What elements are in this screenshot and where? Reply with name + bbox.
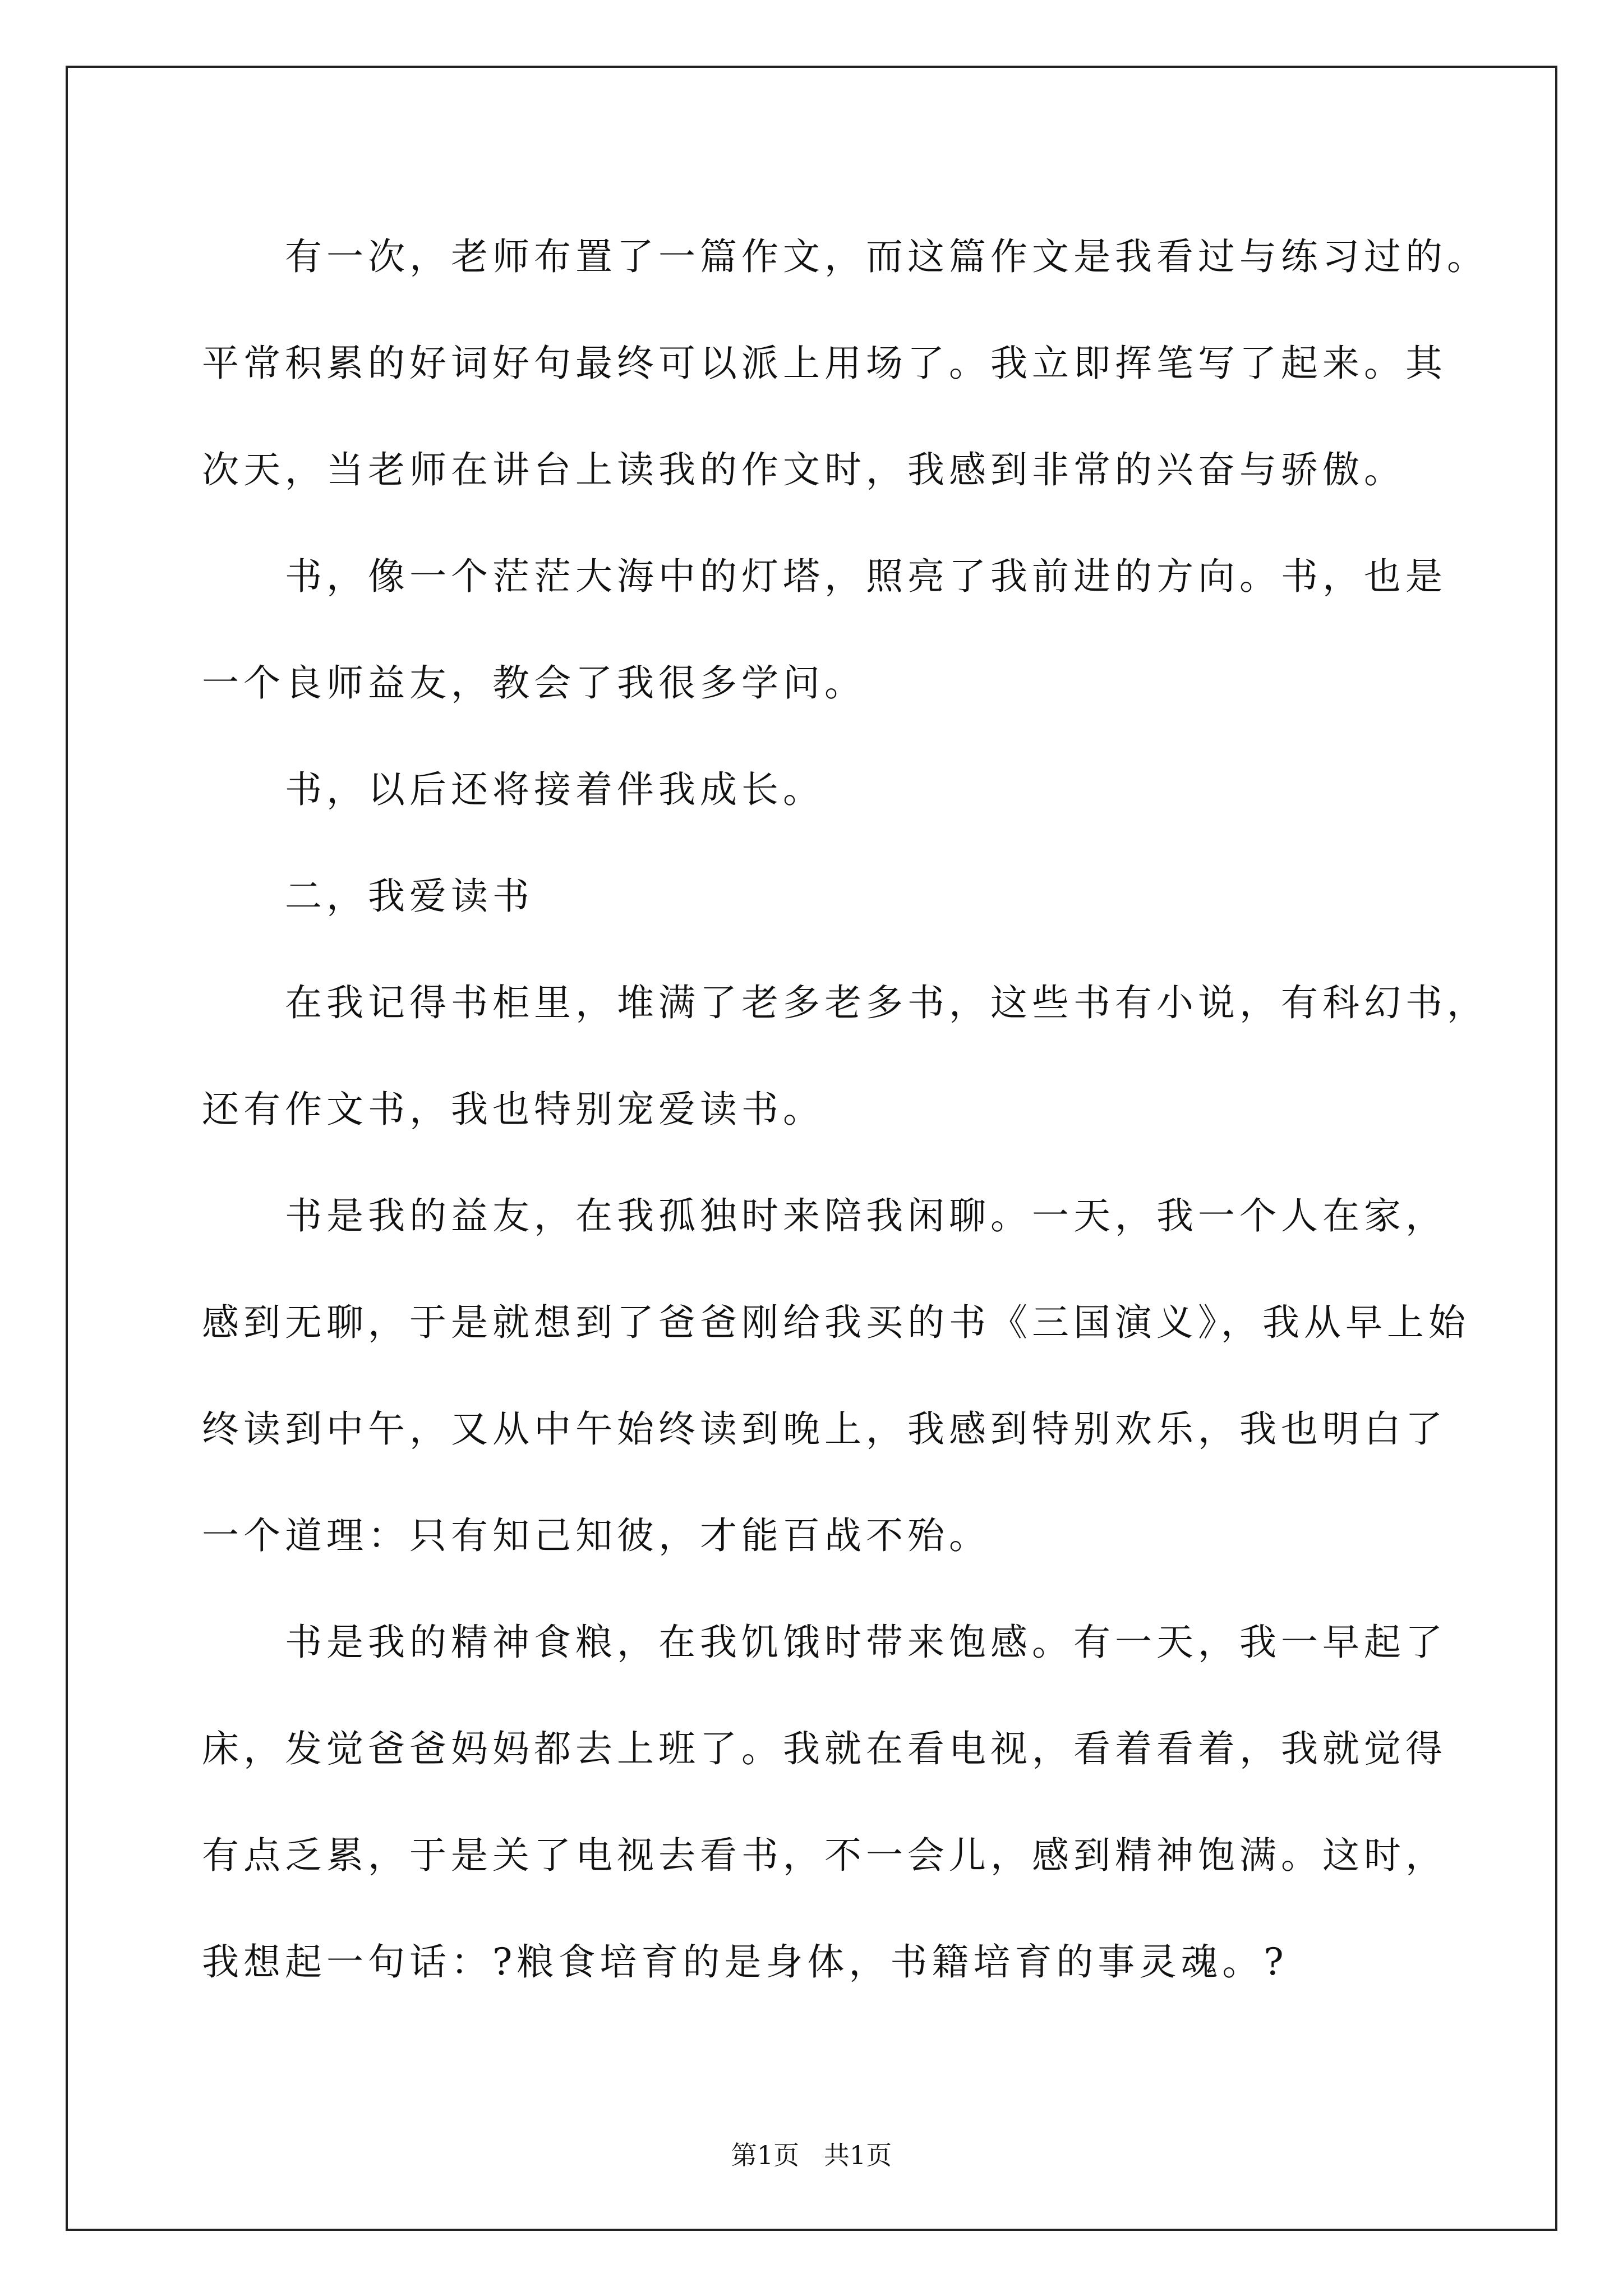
document-body <box>202 204 1488 2016</box>
text-line: 床，发觉爸爸妈妈都去上班了。我就在看电视，看着看着，我就觉得 <box>202 1727 1447 1770</box>
text-line: 感到无聊，于是就想到了爸爸刚给我买的书《三国演义》，我从早上始 <box>202 1301 1470 1344</box>
text-line: 书是我的益友，在我孤独时来陪我闲聊。一天，我一个人在家， <box>285 1194 1447 1237</box>
section-heading: 二，我爱读书 <box>285 875 534 918</box>
text-line: 有点乏累，于是关了电视去看书，不一会儿，感到精神饱满。这时， <box>202 1834 1447 1877</box>
text-line: 书，像一个茫茫大海中的灯塔，照亮了我前进的方向。书，也是 <box>285 555 1447 598</box>
text-line: 终读到中午，又从中午始终读到晚上，我感到特别欢乐，我也明白了 <box>202 1407 1447 1451</box>
text-line: 次天，当老师在讲台上读我的作文时，我感到非常的兴奋与骄傲。 <box>202 448 1405 491</box>
text-line: 一个良师益友，教会了我很多学问。 <box>202 661 866 705</box>
page-number-footer: 第1页 共1页 <box>731 2140 892 2170</box>
text-line: 书是我的精神食粮，在我饥饿时带来饱感。有一天，我一早起了 <box>285 1621 1447 1664</box>
text-line: 平常积累的好词好句最终可以派上用场了。我立即挥笔写了起来。其 <box>202 342 1447 385</box>
text-line: 在我记得书柜里，堆满了老多老多书，这些书有小说，有科幻书， <box>285 981 1488 1024</box>
text-line: 我想起一句话：?粮食培育的是身体，书籍培育的事灵魂。? <box>202 1940 1288 1984</box>
text-line: 一个道理：只有知己知彼，才能百战不殆。 <box>202 1514 990 1557</box>
text-line: 还有作文书，我也特别宠爱读书。 <box>202 1088 824 1131</box>
text-line: 书，以后还将接着伴我成长。 <box>285 768 824 811</box>
text-line: 有一次，老师布置了一篇作文，而这篇作文是我看过与练习过的。 <box>285 235 1488 278</box>
